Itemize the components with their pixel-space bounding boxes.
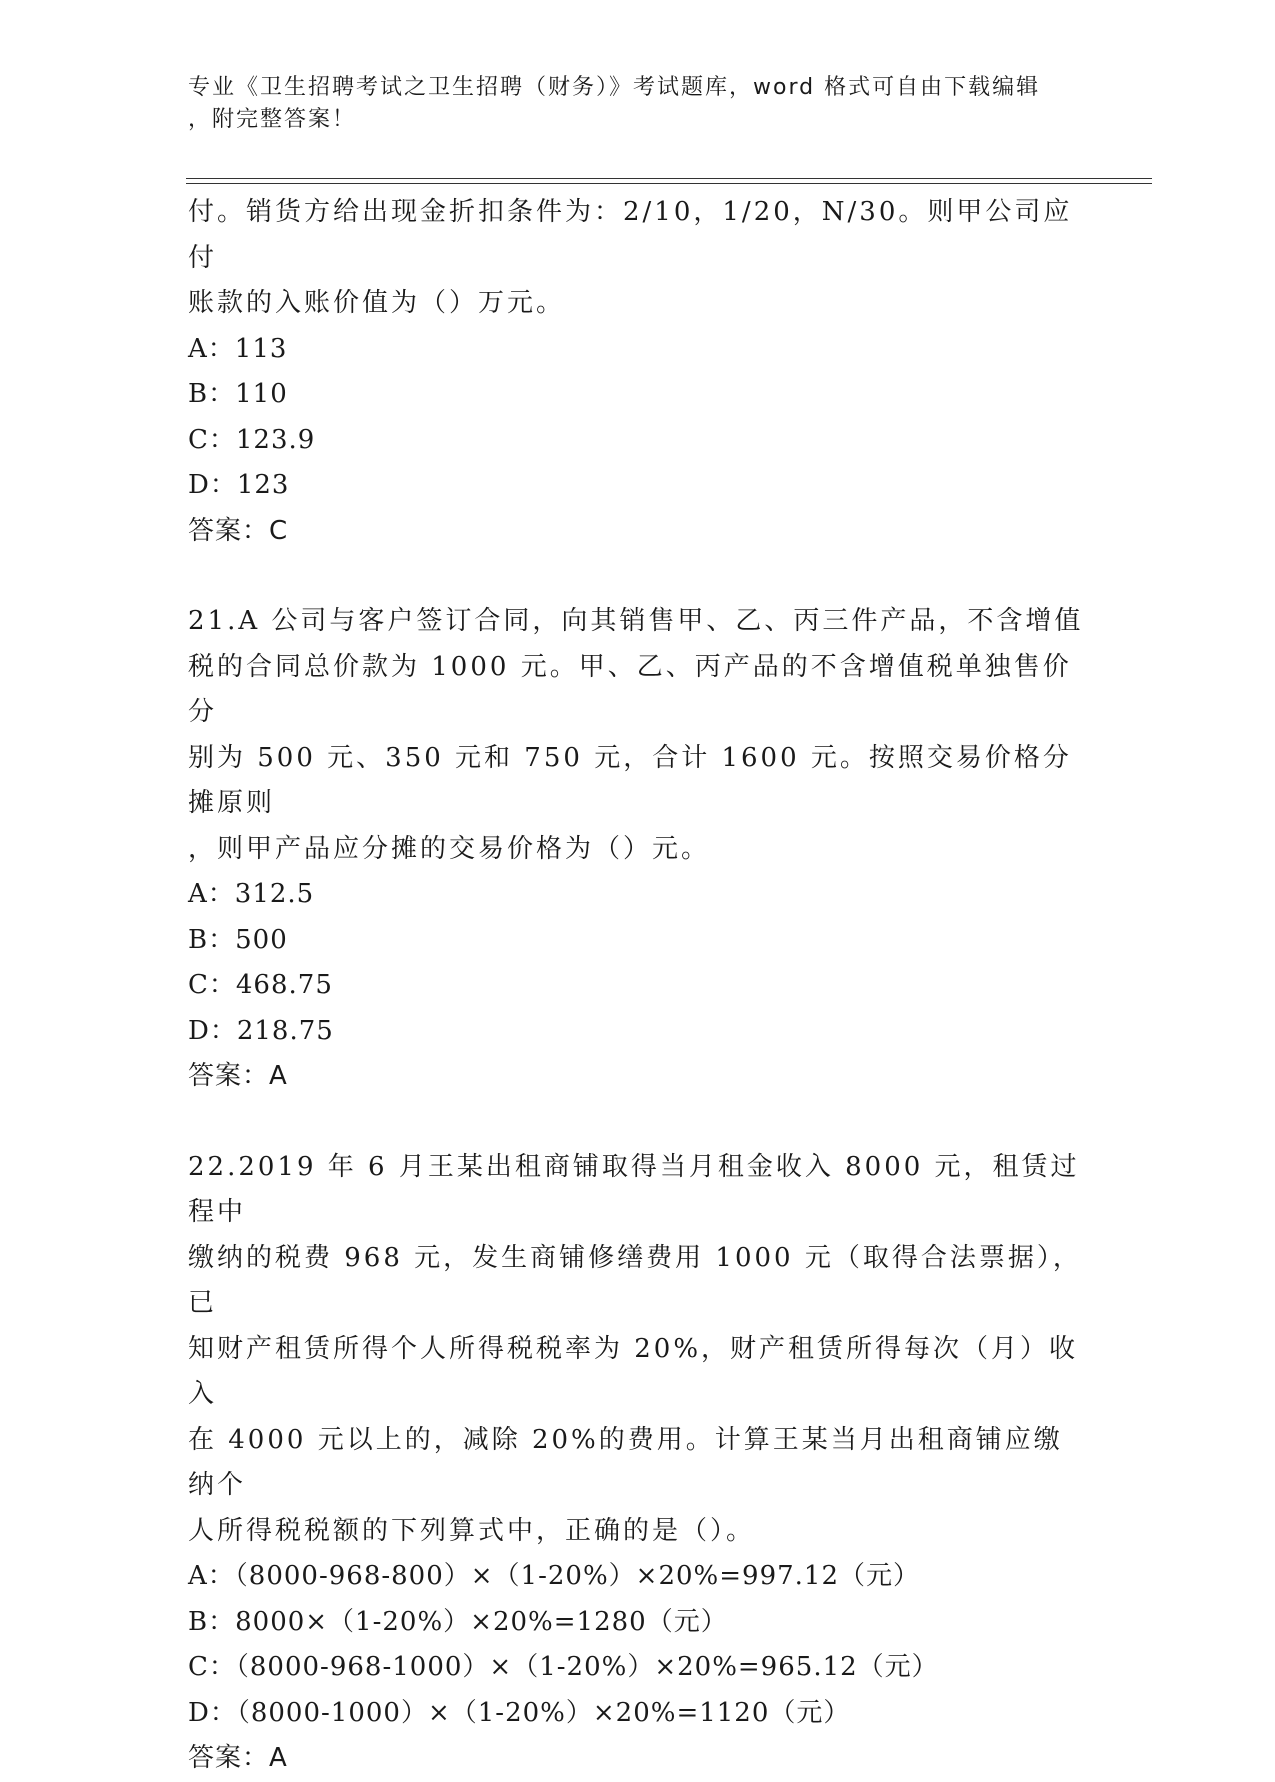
option-d: D：123 [188,470,290,500]
answer-line: 答案：C [188,515,289,546]
question-list [188,190,1088,1782]
answer-line: 答案：A [188,1743,288,1773]
question-line: 22.2019 年 6 月王某出租商铺取得当月租金收入 8000 元，租赁过程中 [188,1151,1080,1227]
option-c: C：123.9 [188,424,316,455]
option-d: D：218.75 [188,1015,334,1046]
option-c: C：468.75 [188,970,333,1000]
spacer [188,554,1088,599]
option-a: A：113 [188,333,288,364]
answer-line: 答案：A [188,1061,288,1091]
question-block [188,1145,1088,1782]
header-divider [186,178,1152,184]
question-block [188,190,1088,554]
question-line: 知财产租赁所得个人所得税税率为 20%，财产租赁所得每次（月）收入 [188,1333,1079,1409]
option-a: A：312.5 [188,879,315,909]
question-line: 别为 500 元、350 元和 750 元，合计 1600 元。按照交易价格分摊原则 [188,742,1072,818]
question-block [188,599,1088,1100]
option-c: C：（8000-968-1000）×（1-20%）×20%=965.12（元） [188,1652,939,1682]
question-line: 人所得税税额的下列算式中，正确的是（）。 [188,1515,756,1546]
question-line: 税的合同总价款为 1000 元。甲、乙、丙产品的不含增值税单独售价分 [188,651,1072,727]
question-line: 21.A 公司与客户签订合同，向其销售甲、乙、丙三件产品，不含增值 [188,606,1084,636]
header-line-2: ，附完整答案！ [188,107,357,132]
question-line: 账款的入账价值为（）万元。 [188,288,566,318]
page-header [188,72,1068,136]
header-line-1: 专业《卫生招聘考试之卫生招聘（财务）》考试题库，word 格式可自由下载编辑 [188,75,1041,100]
spacer [188,1100,1088,1145]
question-line: ，则甲产品应分摊的交易价格为（）元。 [188,833,711,864]
option-b: B：500 [188,924,288,955]
question-line: 在 4000 元以上的，减除 20%的费用。计算王某当月出租商铺应缴纳个 [188,1424,1063,1500]
option-b: B：8000×（1-20%）×20%=1280（元） [188,1606,728,1637]
question-line: 缴纳的税费 968 元，发生商铺修缮费用 1000 元（取得合法票据），已 [188,1242,1082,1318]
option-b: B：110 [188,379,288,409]
option-a: A：（8000-968-800）×（1-20%）×20%=997.12（元） [188,1561,921,1591]
question-line: 付。销货方给出现金折扣条件为：2/10，1/20，N/30。则甲公司应付 [188,197,1073,273]
option-d: D：（8000-1000）×（1-20%）×20%=1120（元） [188,1697,851,1728]
